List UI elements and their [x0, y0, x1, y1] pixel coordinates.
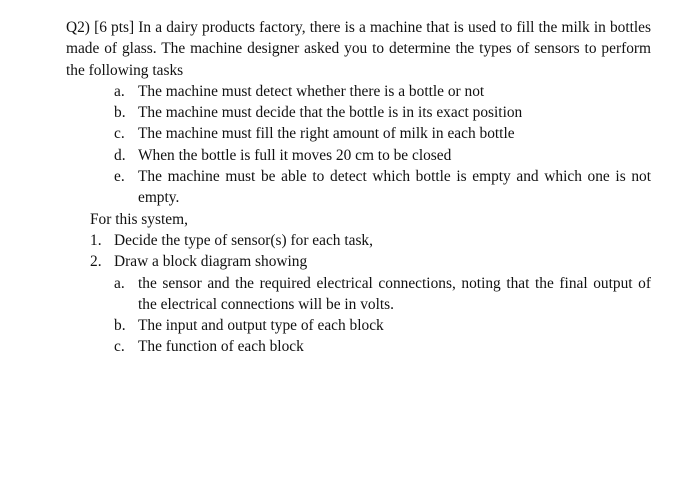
task-item-d [114, 145, 651, 166]
task-text: The machine must be able to detect which bottle is empty and which one is not empty. [138, 168, 651, 207]
sub-item-text: The function of each block [138, 338, 304, 356]
sub-item-c [114, 336, 651, 357]
task-item-a [114, 81, 651, 102]
step-marker: 1. [90, 231, 102, 249]
question-document [66, 17, 651, 358]
sub-item-marker: b. [114, 317, 126, 335]
task-marker: a. [114, 82, 125, 100]
system-heading: For this system, [90, 210, 188, 228]
step-text: Draw a block diagram showing [114, 253, 308, 271]
step-list [90, 230, 651, 358]
task-list [114, 81, 651, 209]
sub-item-text: the sensor and the required electrical connections, noting that the final output of the electrical connections will be in volts. [138, 274, 651, 313]
task-marker: c. [114, 125, 125, 143]
task-marker: e. [114, 168, 125, 186]
question-intro: Q2) [6 pts] In a dairy products factory, there is a machine that is used to fill the milk in bottles made of glass. The machine designer asked you to determine the types of sensors to perform the following tasks [66, 19, 651, 79]
sub-item-marker: c. [114, 338, 125, 356]
step-text: Decide the type of sensor(s) for each task, [114, 231, 373, 249]
task-marker: d. [114, 146, 126, 164]
task-text: The machine must decide that the bottle is in its exact position [138, 104, 523, 122]
step-item-1 [90, 230, 651, 251]
task-item-b [114, 102, 651, 123]
task-text: The machine must detect whether there is a bottle or not [138, 82, 485, 100]
sub-item-list [114, 273, 651, 358]
step-marker: 2. [90, 253, 102, 271]
sub-item-marker: a. [114, 274, 125, 292]
task-text: When the bottle is full it moves 20 cm to be closed [138, 146, 452, 164]
sub-item-b [114, 315, 651, 336]
task-item-c [114, 123, 651, 144]
task-marker: b. [114, 104, 126, 122]
sub-item-a [114, 273, 651, 316]
step-item-2-row [90, 251, 651, 272]
step-item-2 [90, 251, 651, 357]
sub-item-text: The input and output type of each block [138, 317, 384, 335]
task-text: The machine must fill the right amount of milk in each bottle [138, 125, 515, 143]
task-item-e [114, 166, 651, 209]
